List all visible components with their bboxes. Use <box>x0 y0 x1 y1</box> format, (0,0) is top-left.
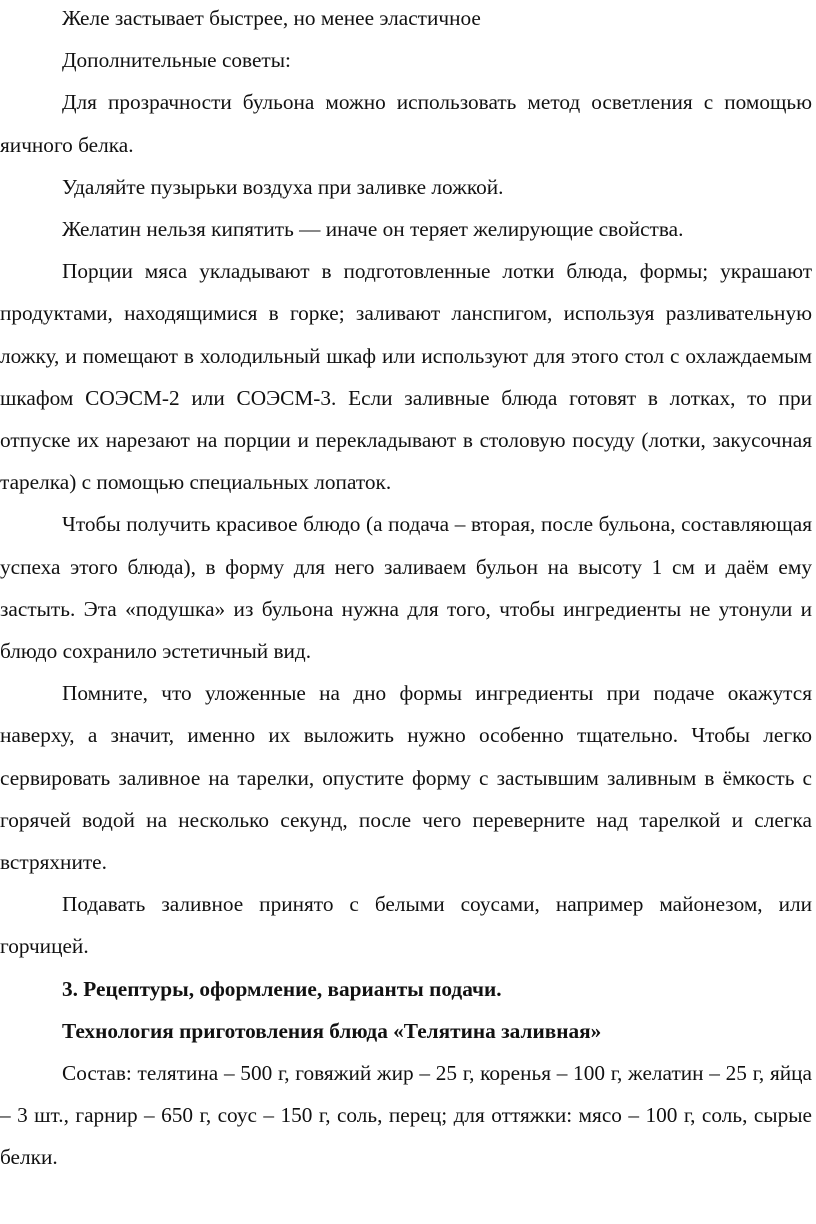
paragraph-tip-clarify: Для прозрачности бульона можно использовать метод осветления с помощью яичного белка. <box>0 90 812 157</box>
paragraph-tips-title: Дополнительные советы: <box>62 48 291 73</box>
recipe-heading: Технология приготовления блюда «Телятина заливная» <box>62 1018 602 1043</box>
paragraph-serving: Подавать заливное принято с белыми соусами, например майонезом, или горчицей. <box>0 892 812 959</box>
paragraph-jelly-note: Желе застывает быстрее, но менее эластичное <box>62 6 481 30</box>
paragraph-presentation: Чтобы получить красивое блюдо (а подача – вторая, после бульона, составляющая успеха этого блюда), в форму для него заливаем бульон на высоту 1 см и даём ему застыть. Эта «подушка» из бульона нужна для того, чтобы ингредиенты не утонули и блюдо сохранило эстетичный вид. <box>0 512 812 664</box>
paragraph-composition: Состав: телятина – 500 г, говяжий жир – 25 г, коренья – 100 г, желатин – 25 г, яйца – 3 шт., гарнир – 650 г, соус – 150 г, соль, перец; для оттяжки: мясо – 100 г, соль, сырые белки. <box>0 1061 812 1170</box>
paragraph-portions: Порции мяса укладывают в подготовленные лотки блюда, формы; украшают продуктами, находящимися в горке; заливают ланспигом, используя разливательную ложку, и помещают в холодильный шкаф или используют для этого стол с охлаждаемым шкафом СОЭСМ-2 или СОЭСМ-3. Если заливные блюда готовят в лотках, то при отпуске их нарезают на порции и перекладывают в столовую посуду (лотки, закусочная тарелка) с помощью специальных лопаток. <box>0 259 812 495</box>
paragraph-remember: Помните, что уложенные на дно формы ингредиенты при подаче окажутся наверху, а значит, именно их выложить нужно особенно тщательно. Чтобы легко сервировать заливное на тарелки, опустите форму с застывшим заливным в ёмкость с горячей водой на несколько секунд, после чего переверните над тарелкой и слегка встряхните. <box>0 681 812 875</box>
paragraph-tip-bubbles: Удаляйте пузырьки воздуха при заливке ложкой. <box>62 174 504 199</box>
paragraph-tip-gelatin: Желатин нельзя кипятить — иначе он теряет желирующие свойства. <box>62 217 684 242</box>
section-heading: 3. Рецептуры, оформление, варианты подачи. <box>62 976 502 1001</box>
